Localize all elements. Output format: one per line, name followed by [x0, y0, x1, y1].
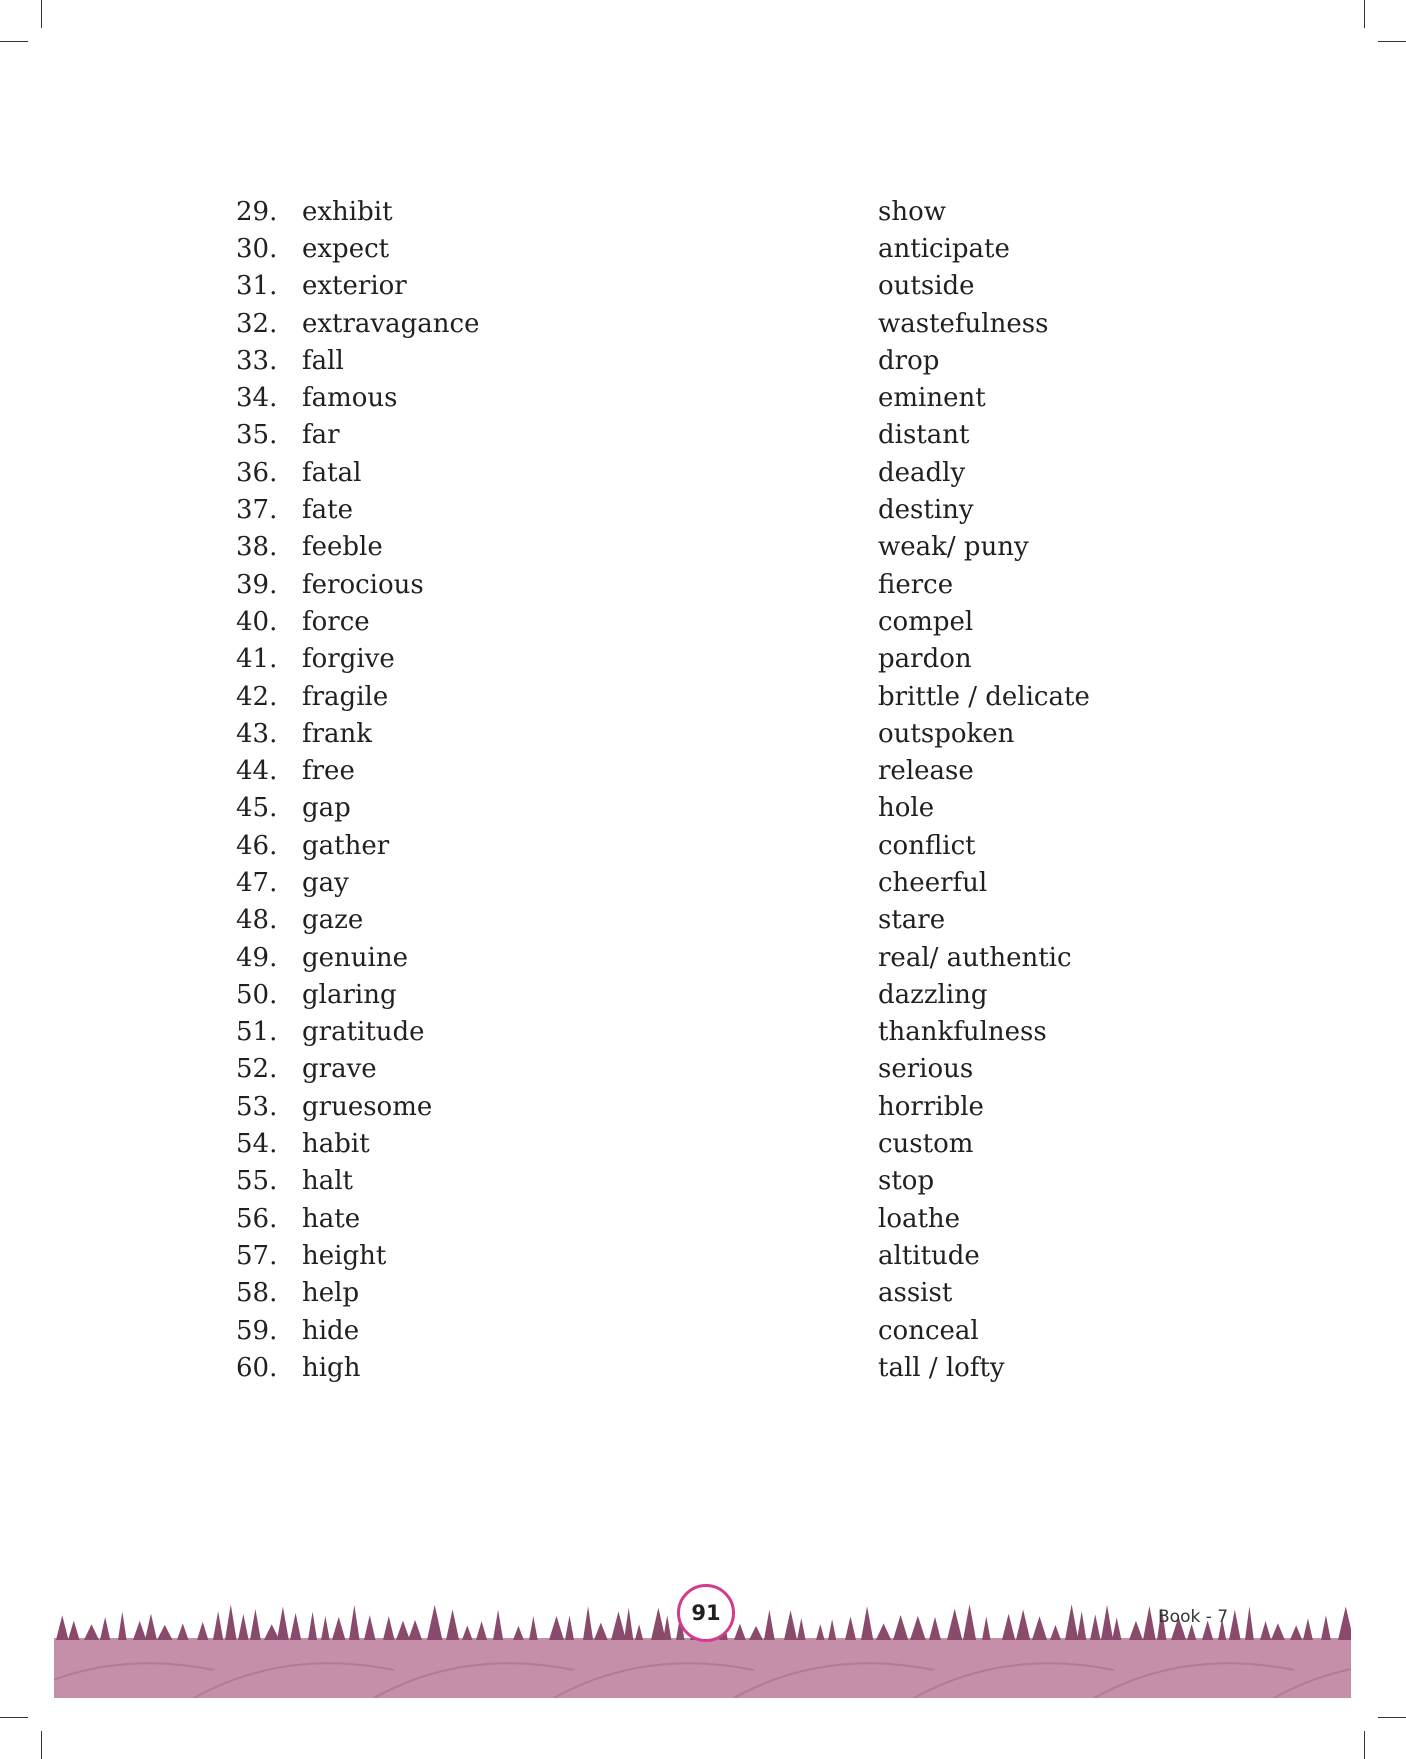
tree [784, 1610, 797, 1640]
entry-number: 52. [236, 1054, 278, 1085]
entry-word: help [302, 1278, 360, 1309]
entry-synonym: distant [878, 420, 970, 451]
tree [133, 1621, 146, 1640]
tree [264, 1624, 279, 1640]
tree [68, 1621, 80, 1640]
crop-mark [41, 0, 42, 28]
list-item [236, 715, 1136, 752]
tree [364, 1615, 376, 1640]
list-item [236, 1163, 1136, 1200]
entry-number: 50. [236, 979, 278, 1010]
tree [118, 1612, 127, 1640]
tree [349, 1605, 360, 1640]
entry-number: 32. [236, 308, 278, 339]
crop-mark [1378, 1717, 1406, 1718]
list-item [236, 790, 1136, 827]
entry-synonym: fierce [878, 569, 954, 600]
list-item [236, 1349, 1136, 1386]
entry-number: 35. [236, 420, 278, 451]
tree [549, 1616, 564, 1640]
crop-mark [1364, 0, 1365, 28]
entry-number: 39. [236, 569, 278, 600]
tree [157, 1625, 173, 1640]
entry-word: halt [302, 1166, 354, 1197]
entry-number: 55. [236, 1166, 278, 1197]
page-number-badge [677, 1584, 735, 1642]
entry-number: 40. [236, 606, 278, 637]
entry-number: 41. [236, 644, 278, 675]
tree [734, 1624, 746, 1640]
tree [529, 1616, 538, 1640]
entry-number: 37. [236, 495, 278, 526]
tree [1101, 1605, 1113, 1640]
tree [1143, 1606, 1156, 1640]
entry-word: ferocious [302, 569, 424, 600]
tree [1229, 1610, 1241, 1640]
entry-word: genuine [302, 942, 408, 973]
entry-synonym: cheerful [878, 867, 988, 898]
entry-synonym: outside [878, 271, 975, 302]
crop-mark [0, 41, 28, 42]
entry-number: 33. [236, 345, 278, 376]
entry-word: gruesome [302, 1091, 433, 1122]
tree [462, 1625, 473, 1640]
entry-number: 46. [236, 830, 278, 861]
tree [308, 1612, 317, 1640]
list-item [236, 603, 1136, 640]
entry-word: gap [302, 793, 351, 824]
entry-word: gather [302, 830, 390, 861]
entry-synonym: release [878, 756, 974, 787]
entry-synonym: custom [878, 1129, 974, 1160]
entry-synonym: conflict [878, 830, 976, 861]
tree [427, 1605, 442, 1640]
tree [583, 1606, 593, 1640]
tree [1260, 1621, 1271, 1640]
tree [1129, 1621, 1143, 1640]
entry-number: 57. [236, 1240, 278, 1271]
tree [1016, 1609, 1030, 1640]
entry-word: frank [302, 718, 373, 749]
tree [947, 1609, 962, 1640]
entry-synonym: brittle / delicate [878, 681, 1090, 712]
tree [1050, 1625, 1061, 1640]
entry-word: feeble [302, 532, 383, 563]
tree [100, 1617, 110, 1640]
tree [1271, 1623, 1285, 1640]
entry-word: grave [302, 1054, 377, 1085]
synonym-list [236, 193, 1136, 1387]
list-item [236, 1125, 1136, 1162]
list-item [236, 752, 1136, 789]
list-item [236, 827, 1136, 864]
entry-synonym: real/ authentic [878, 942, 1072, 973]
tree [845, 1616, 856, 1640]
crop-mark [1378, 41, 1406, 42]
tree [611, 1611, 626, 1640]
tree [408, 1620, 422, 1640]
list-item [236, 1312, 1136, 1349]
list-item [236, 342, 1136, 379]
entry-synonym: thankfulness [878, 1017, 1047, 1048]
tree [1303, 1618, 1313, 1640]
list-item [236, 939, 1136, 976]
list-item [236, 529, 1136, 566]
tree [635, 1624, 643, 1640]
entry-word: free [302, 756, 355, 787]
entry-number: 47. [236, 867, 278, 898]
entry-word: fall [302, 345, 344, 376]
entry-word: far [302, 420, 340, 451]
entry-synonym: tall / lofty [878, 1352, 1005, 1383]
tree [624, 1608, 633, 1640]
entry-word: fate [302, 495, 353, 526]
tree [1321, 1615, 1331, 1640]
list-item [236, 1237, 1136, 1274]
entry-number: 59. [236, 1315, 278, 1346]
entry-synonym: stare [878, 905, 946, 936]
entry-number: 31. [236, 271, 278, 302]
entry-word: gay [302, 867, 349, 898]
entry-synonym: destiny [878, 495, 974, 526]
list-item [236, 491, 1136, 528]
entry-word: forgive [302, 644, 395, 675]
entry-word: fatal [302, 457, 362, 488]
tree [332, 1617, 345, 1640]
entry-number: 54. [236, 1129, 278, 1160]
tree [513, 1626, 524, 1640]
list-item [236, 678, 1136, 715]
tree [84, 1624, 99, 1640]
tree [1002, 1614, 1015, 1640]
list-item [236, 1088, 1136, 1125]
entry-synonym: hole [878, 793, 935, 824]
tree [594, 1623, 608, 1640]
entry-synonym: pardon [878, 644, 972, 675]
list-item [236, 976, 1136, 1013]
entry-synonym: horrible [878, 1091, 984, 1122]
tree [861, 1606, 873, 1640]
entry-number: 38. [236, 532, 278, 563]
entry-synonym: drop [878, 345, 940, 376]
crop-mark [1364, 1731, 1365, 1759]
entry-word: hate [302, 1203, 361, 1234]
entry-number: 48. [236, 905, 278, 936]
entry-number: 34. [236, 383, 278, 414]
tree [663, 1615, 671, 1640]
entry-number: 53. [236, 1091, 278, 1122]
tree [1090, 1614, 1101, 1640]
tree [383, 1616, 395, 1640]
entry-number: 60. [236, 1352, 278, 1383]
entry-synonym: serious [878, 1054, 974, 1085]
list-item [236, 230, 1136, 267]
entry-word: habit [302, 1129, 370, 1160]
entry-synonym: eminent [878, 383, 986, 414]
entry-synonym: compel [878, 606, 974, 637]
entry-number: 58. [236, 1278, 278, 1309]
entry-word: fragile [302, 681, 389, 712]
tree [197, 1622, 208, 1640]
tree [876, 1623, 891, 1640]
tree [828, 1619, 836, 1640]
entry-synonym: dazzling [878, 979, 988, 1010]
list-item [236, 268, 1136, 305]
entry-synonym: assist [878, 1278, 953, 1309]
crop-mark [0, 1717, 28, 1718]
tree [177, 1623, 189, 1640]
list-item [236, 305, 1136, 342]
entry-synonym: deadly [878, 457, 966, 488]
entry-word: expect [302, 233, 390, 264]
list-item [236, 1200, 1136, 1237]
entry-word: extravagance [302, 308, 480, 339]
tree [238, 1614, 249, 1640]
entry-word: gratitude [302, 1017, 425, 1048]
tree [982, 1616, 991, 1640]
entry-word: force [302, 606, 370, 637]
tree [1290, 1625, 1302, 1640]
tree [476, 1621, 487, 1640]
entry-word: height [302, 1240, 387, 1271]
entry-number: 36. [236, 457, 278, 488]
tree [929, 1617, 941, 1640]
tree [321, 1616, 330, 1640]
tree [893, 1615, 908, 1640]
list-item [236, 454, 1136, 491]
entry-number: 43. [236, 718, 278, 749]
list-item [236, 379, 1136, 416]
tree [1077, 1611, 1086, 1640]
page-number: 91 [691, 1601, 721, 1625]
tree [277, 1607, 289, 1640]
tree [1245, 1606, 1254, 1640]
list-item [236, 193, 1136, 230]
entry-number: 44. [236, 756, 278, 787]
tree [250, 1609, 261, 1640]
entry-number: 51. [236, 1017, 278, 1048]
tree [213, 1611, 223, 1640]
entry-number: 49. [236, 942, 278, 973]
entry-synonym: stop [878, 1166, 935, 1197]
entry-synonym: anticipate [878, 233, 1010, 264]
tree [56, 1615, 68, 1640]
tree [1065, 1604, 1078, 1640]
crop-mark [41, 1731, 42, 1759]
tree [446, 1610, 459, 1640]
entry-synonym: wastefulness [878, 308, 1049, 339]
landscape-band [54, 1638, 1351, 1698]
tree [797, 1618, 806, 1640]
list-item [236, 1051, 1136, 1088]
entry-synonym: altitude [878, 1240, 980, 1271]
entry-synonym: outspoken [878, 718, 1015, 749]
tree [1338, 1606, 1351, 1640]
entry-word: exhibit [302, 196, 393, 227]
tree [396, 1621, 410, 1640]
tree [963, 1604, 976, 1640]
entry-number: 56. [236, 1203, 278, 1234]
list-item [236, 641, 1136, 678]
entry-number: 45. [236, 793, 278, 824]
tree [651, 1608, 666, 1640]
list-item [236, 864, 1136, 901]
tree [816, 1624, 825, 1640]
entry-synonym: loathe [878, 1203, 961, 1234]
entry-number: 29. [236, 196, 278, 227]
entry-synonym: weak/ puny [878, 532, 1029, 563]
tree [1112, 1617, 1121, 1640]
entry-word: famous [302, 383, 398, 414]
tree [225, 1604, 237, 1640]
tree [764, 1610, 775, 1640]
book-label: Book - 7 [1158, 1607, 1229, 1627]
entry-number: 42. [236, 681, 278, 712]
tree [749, 1626, 763, 1640]
list-item [236, 1014, 1136, 1051]
entry-word: gaze [302, 905, 364, 936]
entry-word: hide [302, 1315, 360, 1346]
tree [1032, 1616, 1047, 1640]
tree [145, 1614, 157, 1640]
list-item [236, 417, 1136, 454]
entry-word: high [302, 1352, 361, 1383]
entry-word: glaring [302, 979, 397, 1010]
list-item [236, 902, 1136, 939]
tree [565, 1616, 574, 1640]
tree [290, 1613, 301, 1640]
list-item [236, 1275, 1136, 1312]
tree [910, 1616, 926, 1640]
entry-synonym: show [878, 196, 946, 227]
entry-number: 30. [236, 233, 278, 264]
entry-word: exterior [302, 271, 407, 302]
tree [493, 1610, 503, 1640]
entry-synonym: conceal [878, 1315, 979, 1346]
list-item [236, 566, 1136, 603]
